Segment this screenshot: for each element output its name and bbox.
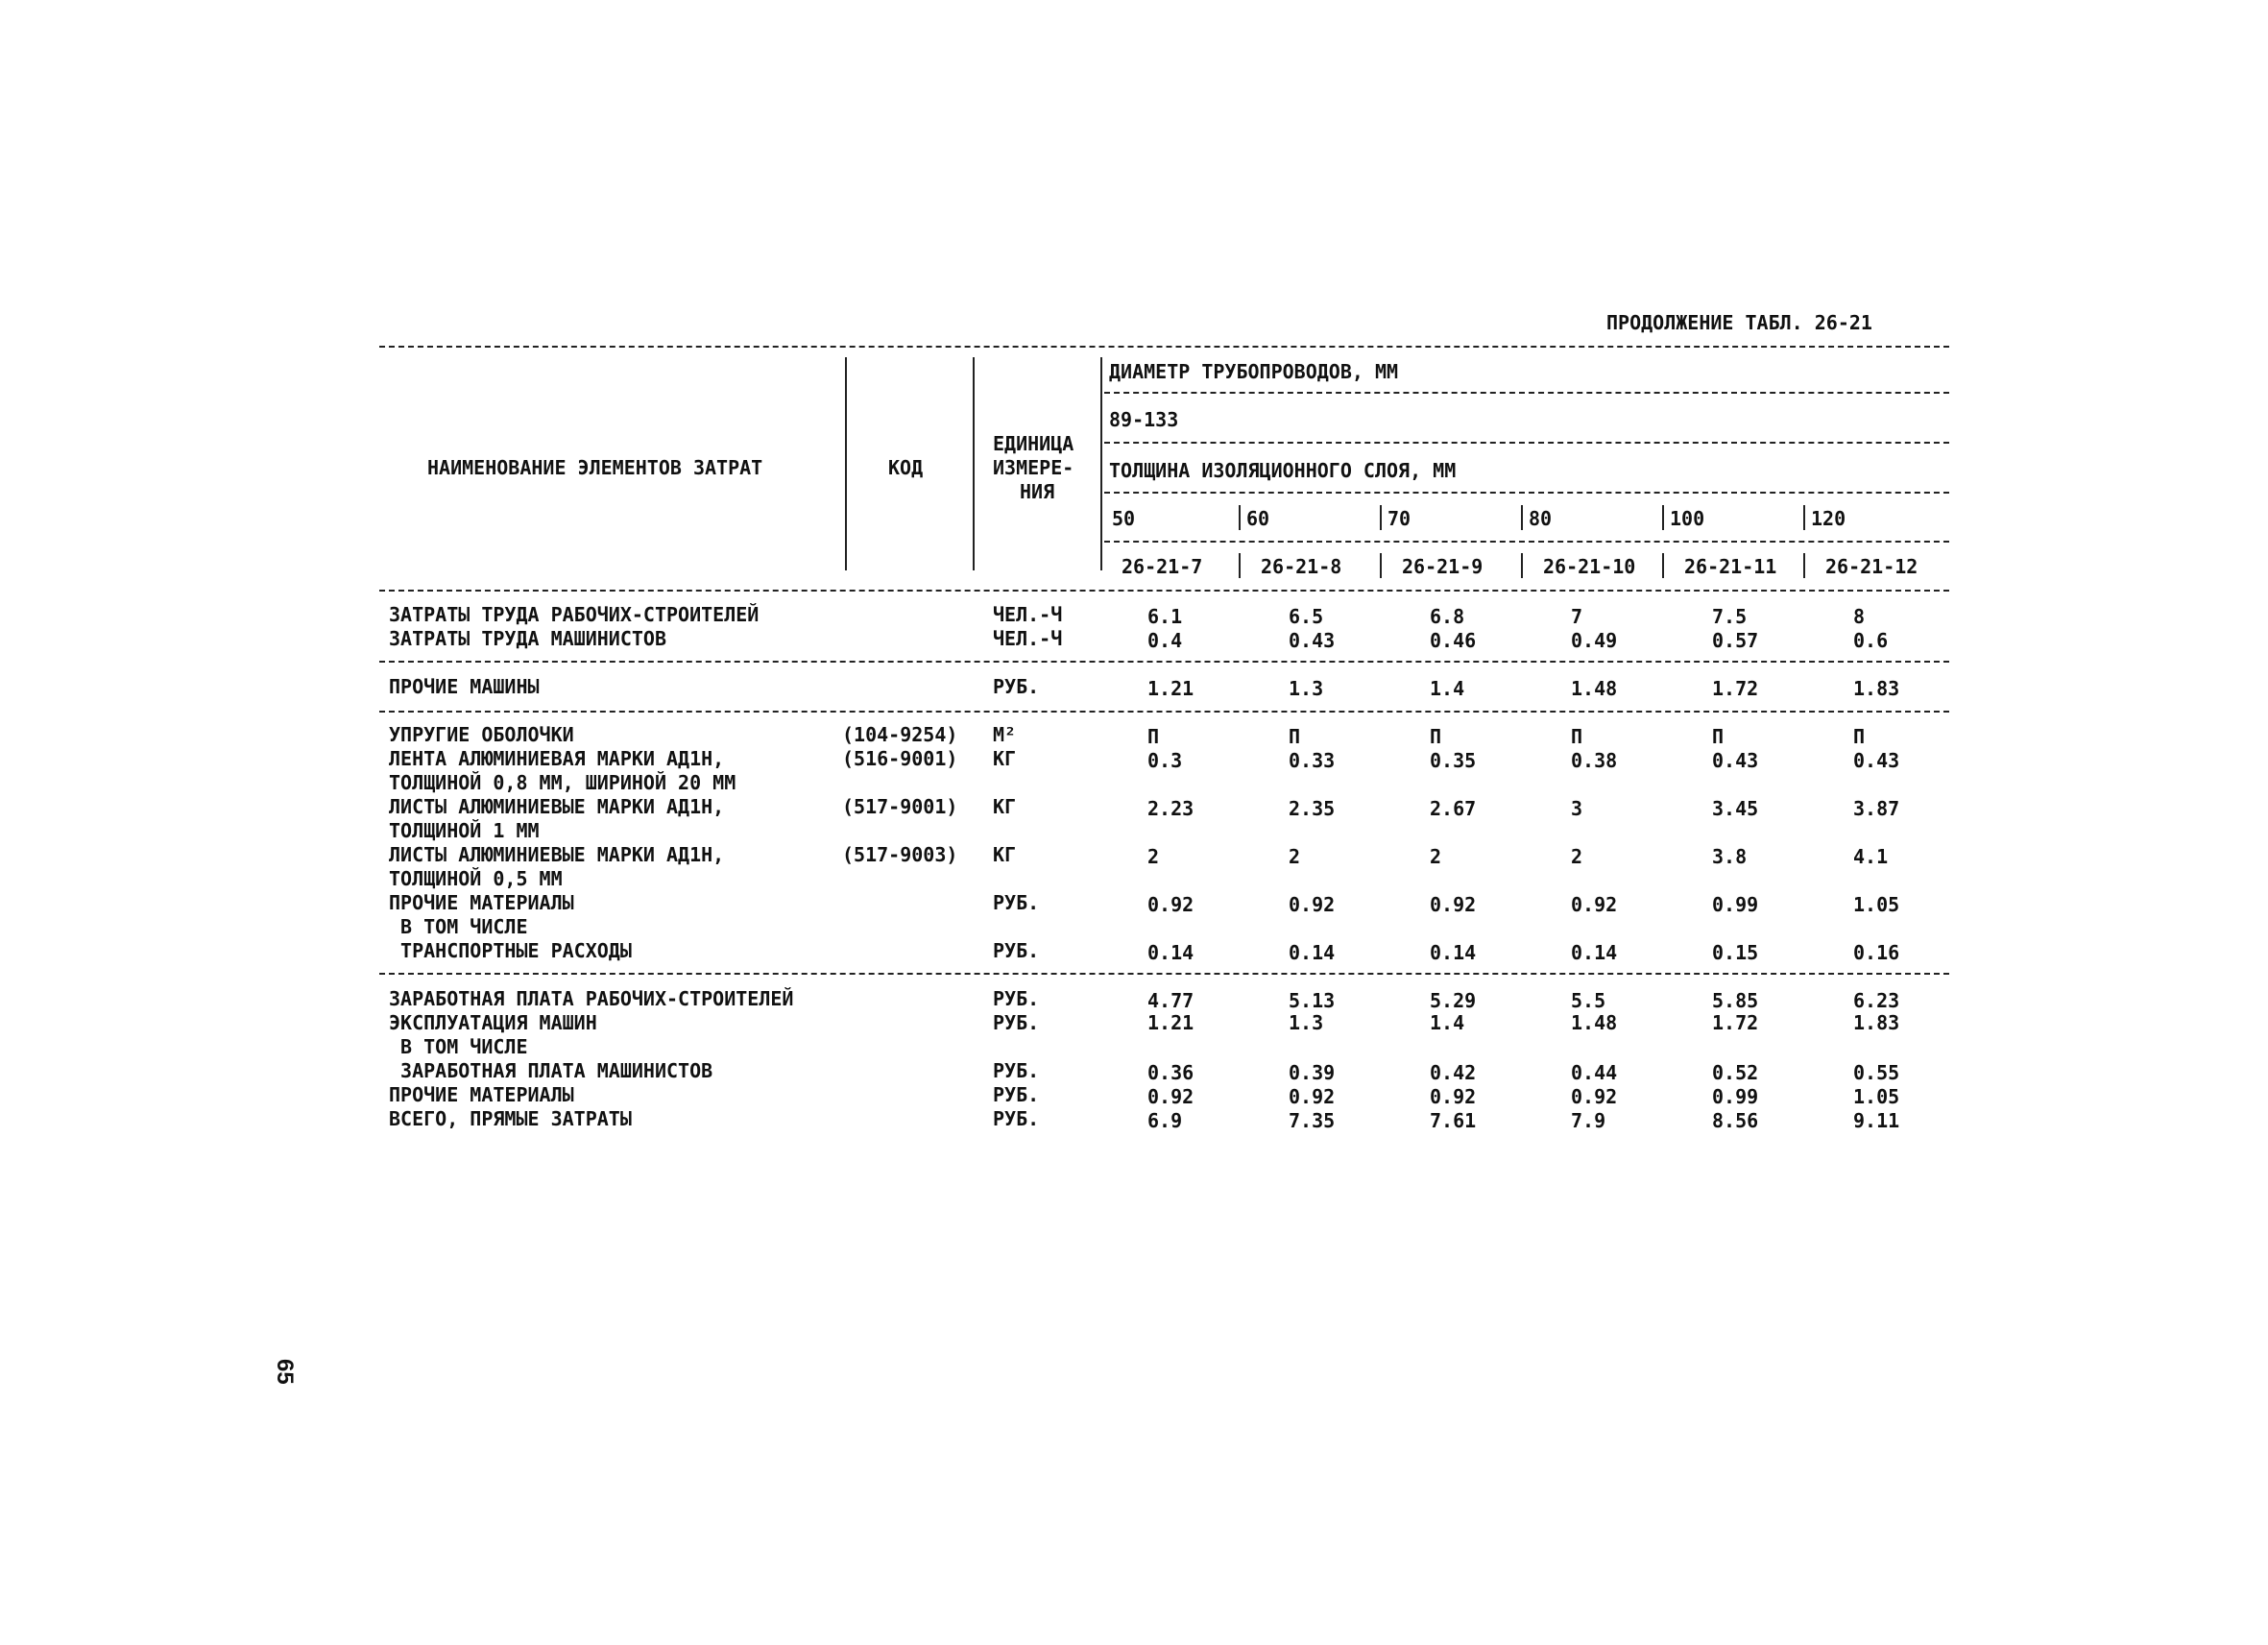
row-value: 0.92 — [1430, 1085, 1477, 1108]
header-thickness-100: 100 — [1670, 507, 1705, 530]
row-value: 1.4 — [1430, 1011, 1465, 1034]
row-code: (517-9003) — [842, 843, 958, 866]
row-value: П — [1853, 725, 1866, 748]
row-name: ЛЕНТА АЛЮМИНИЕВАЯ МАРКИ АД1Н, — [389, 747, 725, 770]
row-value: 3.87 — [1853, 797, 1900, 820]
header-bottom-rule — [379, 590, 1949, 592]
row-name: ПРОЧИЕ МАТЕРИАЛЫ — [389, 1083, 574, 1106]
column-code-6: 26-21-12 — [1825, 555, 1918, 578]
row-value: П — [1289, 725, 1301, 748]
row-unit: М² — [993, 723, 1017, 746]
code-separator — [1380, 553, 1382, 578]
row-value: 0.43 — [1853, 749, 1900, 772]
row-code: (516-9001) — [842, 747, 958, 770]
row-value: 0.44 — [1571, 1061, 1618, 1084]
row-value: 2 — [1147, 845, 1160, 868]
row-value: 1.83 — [1853, 677, 1900, 700]
row-value: 6.1 — [1147, 605, 1183, 628]
thickness-separator — [1521, 505, 1523, 530]
row-value: 3.8 — [1712, 845, 1748, 868]
row-unit: ЧЕЛ.-Ч — [993, 627, 1063, 650]
row-name: ЛИСТЫ АЛЮМИНИЕВЫЕ МАРКИ АД1Н, — [389, 843, 725, 866]
row-value: П — [1430, 725, 1442, 748]
row-value: 5.5 — [1571, 989, 1606, 1012]
row-value: 0.92 — [1289, 893, 1336, 916]
row-unit: РУБ. — [993, 891, 1040, 914]
row-value: 6.5 — [1289, 605, 1324, 628]
section-rule — [379, 661, 1949, 663]
row-code: (104-9254) — [842, 723, 958, 746]
row-value: 0.14 — [1289, 941, 1336, 964]
row-value: 0.14 — [1147, 941, 1194, 964]
row-value: 2.23 — [1147, 797, 1194, 820]
page-number: 65 — [272, 1359, 298, 1385]
header-thickness-title: ТОЛЩИНА ИЗОЛЯЦИОННОГО СЛОЯ, ММ — [1109, 459, 1457, 482]
row-value: 4.1 — [1853, 845, 1889, 868]
row-value: 0.14 — [1571, 941, 1618, 964]
thickness-separator — [1662, 505, 1664, 530]
row-value: 0.92 — [1430, 893, 1477, 916]
row-name: ТОЛЩИНОЙ 0,5 ММ — [389, 867, 563, 890]
column-code-1: 26-21-7 — [1122, 555, 1203, 578]
code-separator — [1803, 553, 1805, 578]
row-value: 1.3 — [1289, 1011, 1324, 1034]
header-name-column: НАИМЕНОВАНИЕ ЭЛЕМЕНТОВ ЗАТРАТ — [427, 456, 763, 479]
row-value: 6.23 — [1853, 989, 1900, 1012]
row-name: ВСЕГО, ПРЯМЫЕ ЗАТРАТЫ — [389, 1107, 632, 1130]
row-value: 1.72 — [1712, 677, 1759, 700]
row-value: 7.61 — [1430, 1109, 1477, 1132]
row-value: 1.3 — [1289, 677, 1324, 700]
row-value: 0.14 — [1430, 941, 1477, 964]
row-name: ЗАТРАТЫ ТРУДА МАШИНИСТОВ — [389, 627, 666, 650]
row-value: 1.48 — [1571, 677, 1618, 700]
row-value: 0.99 — [1712, 1085, 1759, 1108]
header-unit-line-3: НИЯ — [1020, 480, 1055, 503]
row-value: 5.29 — [1430, 989, 1477, 1012]
row-name: ТОЛЩИНОЙ 1 ММ — [389, 819, 540, 842]
row-name: ТРАНСПОРТНЫЕ РАСХОДЫ — [389, 939, 632, 962]
row-name: ЗАРАБОТНАЯ ПЛАТА МАШИНИСТОВ — [389, 1059, 713, 1082]
row-name: ПРОЧИЕ МАШИНЫ — [389, 675, 540, 698]
header-thickness-80: 80 — [1529, 507, 1553, 530]
row-value: 0.3 — [1147, 749, 1183, 772]
column-code-5: 26-21-11 — [1684, 555, 1777, 578]
row-value: 0.15 — [1712, 941, 1759, 964]
row-value: 0.43 — [1712, 749, 1759, 772]
row-value: 7.5 — [1712, 605, 1748, 628]
row-value: 3 — [1571, 797, 1583, 820]
row-value: 4.77 — [1147, 989, 1194, 1012]
row-value: 8.56 — [1712, 1109, 1759, 1132]
code-separator — [1662, 553, 1664, 578]
row-value: 1.21 — [1147, 1011, 1194, 1034]
row-value: 0.55 — [1853, 1061, 1900, 1084]
row-name: В ТОМ ЧИСЛЕ — [389, 1035, 528, 1058]
row-value: 0.57 — [1712, 629, 1759, 652]
row-value: 0.33 — [1289, 749, 1336, 772]
row-name: УПРУГИЕ ОБОЛОЧКИ — [389, 723, 574, 746]
row-value: 1.48 — [1571, 1011, 1618, 1034]
header-rule-1 — [1104, 392, 1949, 394]
table-caption: ПРОДОЛЖЕНИЕ ТАБЛ. 26-21 — [1606, 311, 1872, 334]
header-rule-2 — [1104, 442, 1949, 444]
row-value: 2 — [1430, 845, 1442, 868]
row-value: П — [1571, 725, 1583, 748]
row-value: 0.92 — [1289, 1085, 1336, 1108]
header-thickness-60: 60 — [1246, 507, 1270, 530]
thickness-separator — [1380, 505, 1382, 530]
row-value: 1.4 — [1430, 677, 1465, 700]
column-code-4: 26-21-10 — [1543, 555, 1636, 578]
row-value: 2.67 — [1430, 797, 1477, 820]
row-value: 7.9 — [1571, 1109, 1606, 1132]
header-thickness-120: 120 — [1811, 507, 1846, 530]
row-value: 0.49 — [1571, 629, 1618, 652]
header-diameter-title: ДИАМЕТР ТРУБОПРОВОДОВ, ММ — [1109, 360, 1399, 383]
section-rule — [379, 973, 1949, 975]
row-value: 8 — [1853, 605, 1866, 628]
row-value: 0.42 — [1430, 1061, 1477, 1084]
row-value: 7 — [1571, 605, 1583, 628]
header-thickness-70: 70 — [1387, 507, 1411, 530]
row-unit: РУБ. — [993, 675, 1040, 698]
row-unit: РУБ. — [993, 1059, 1040, 1082]
header-separator-unit-values — [1100, 357, 1102, 570]
row-value: 2 — [1289, 845, 1301, 868]
row-name: ЭКСПЛУАТАЦИЯ МАШИН — [389, 1011, 597, 1034]
column-code-3: 26-21-9 — [1402, 555, 1484, 578]
code-separator — [1521, 553, 1523, 578]
header-code-column: КОД — [888, 456, 924, 479]
header-rule-3 — [1104, 492, 1949, 494]
row-name: ЗАТРАТЫ ТРУДА РАБОЧИХ-СТРОИТЕЛЕЙ — [389, 603, 760, 626]
header-separator-name-code — [845, 357, 847, 570]
row-value: 0.92 — [1147, 1085, 1194, 1108]
row-value: 1.05 — [1853, 893, 1900, 916]
row-unit: КГ — [993, 843, 1017, 866]
row-unit: КГ — [993, 795, 1017, 818]
row-value: 6.9 — [1147, 1109, 1183, 1132]
row-name: ЛИСТЫ АЛЮМИНИЕВЫЕ МАРКИ АД1Н, — [389, 795, 725, 818]
row-name: ТОЛЩИНОЙ 0,8 ММ, ШИРИНОЙ 20 ММ — [389, 771, 736, 794]
row-value: 0.4 — [1147, 629, 1183, 652]
row-value: 2 — [1571, 845, 1583, 868]
row-unit: РУБ. — [993, 1083, 1040, 1106]
row-value: 0.36 — [1147, 1061, 1194, 1084]
header-unit-line-2: ИЗМЕРЕ- — [993, 456, 1074, 479]
row-value: 1.83 — [1853, 1011, 1900, 1034]
row-value: 0.52 — [1712, 1061, 1759, 1084]
row-unit: ЧЕЛ.-Ч — [993, 603, 1063, 626]
row-value: 5.13 — [1289, 989, 1336, 1012]
header-thickness-50: 50 — [1112, 507, 1136, 530]
column-code-2: 26-21-8 — [1261, 555, 1342, 578]
thickness-separator — [1803, 505, 1805, 530]
row-value: 3.45 — [1712, 797, 1759, 820]
row-unit: РУБ. — [993, 939, 1040, 962]
row-code: (517-9001) — [842, 795, 958, 818]
row-value: 0.46 — [1430, 629, 1477, 652]
row-value: 7.35 — [1289, 1109, 1336, 1132]
row-value: 5.85 — [1712, 989, 1759, 1012]
row-value: 0.38 — [1571, 749, 1618, 772]
row-value: 6.8 — [1430, 605, 1465, 628]
row-value: 0.39 — [1289, 1061, 1336, 1084]
row-unit: РУБ. — [993, 1107, 1040, 1130]
row-unit: РУБ. — [993, 1011, 1040, 1034]
row-value: 0.92 — [1147, 893, 1194, 916]
row-value: 2.35 — [1289, 797, 1336, 820]
thickness-separator — [1239, 505, 1241, 530]
header-rule-4 — [1104, 541, 1949, 543]
header-unit-line-1: ЕДИНИЦА — [993, 432, 1074, 455]
header-separator-code-unit — [973, 357, 975, 570]
row-value: 0.35 — [1430, 749, 1477, 772]
code-separator — [1239, 553, 1241, 578]
row-value: 0.92 — [1571, 893, 1618, 916]
row-name: ПРОЧИЕ МАТЕРИАЛЫ — [389, 891, 574, 914]
row-value: 9.11 — [1853, 1109, 1900, 1132]
section-rule — [379, 711, 1949, 713]
row-value: 1.21 — [1147, 677, 1194, 700]
row-name: ЗАРАБОТНАЯ ПЛАТА РАБОЧИХ-СТРОИТЕЛЕЙ — [389, 987, 794, 1010]
header-diameter-range: 89-133 — [1109, 408, 1179, 431]
row-value: П — [1147, 725, 1160, 748]
row-value: 0.16 — [1853, 941, 1900, 964]
row-value: 0.43 — [1289, 629, 1336, 652]
row-value: 0.92 — [1571, 1085, 1618, 1108]
row-value: 1.72 — [1712, 1011, 1759, 1034]
row-value: П — [1712, 725, 1725, 748]
row-value: 1.05 — [1853, 1085, 1900, 1108]
row-value: 0.99 — [1712, 893, 1759, 916]
row-name: В ТОМ ЧИСЛЕ — [389, 915, 528, 938]
row-unit: РУБ. — [993, 987, 1040, 1010]
row-unit: КГ — [993, 747, 1017, 770]
row-value: 0.6 — [1853, 629, 1889, 652]
table-top-rule — [379, 346, 1949, 348]
